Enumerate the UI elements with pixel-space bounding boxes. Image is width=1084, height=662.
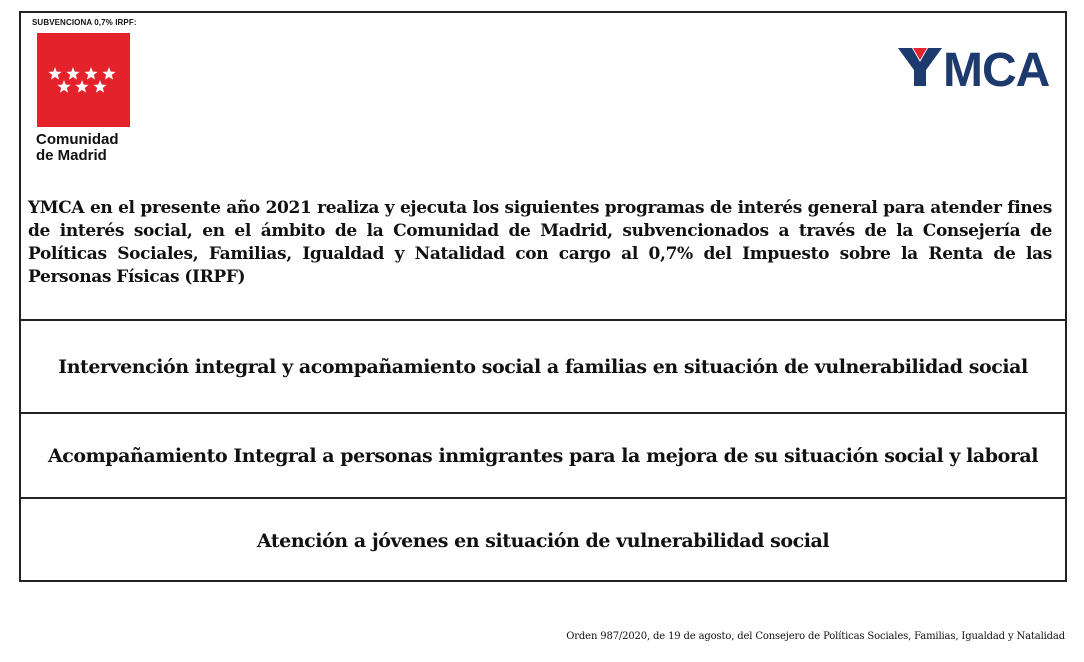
program-title: Intervención integral y acompañamiento social a familias en situación de vulnerabilidad social: [58, 355, 1028, 378]
document-frame: [19, 11, 1067, 582]
program-row: [21, 414, 1065, 499]
program-title: Acompañamiento Integral a personas inmigrantes para la mejora de su situación social y laboral: [47, 444, 1039, 467]
comunidad-de-madrid-logo-text: [36, 132, 119, 164]
svg-text:MCA: MCA: [943, 44, 1050, 90]
program-row: [21, 321, 1065, 414]
subsidy-label: SUBVENCIONA 0,7% IRPF:: [32, 18, 137, 27]
comunidad-logo-line1: Comunidad: [36, 131, 119, 148]
program-title: Atención a jóvenes en situación de vulnerabilidad social: [256, 529, 830, 552]
ymca-logo: [896, 40, 1058, 90]
comunidad-de-madrid-flag-icon: [37, 33, 130, 127]
program-row: [21, 499, 1065, 582]
header-section: [21, 13, 1065, 321]
footer-note: Orden 987/2020, de 19 de agosto, del Consejero de Políticas Sociales, Familias, Igualdad y Natalidad: [566, 631, 1065, 642]
intro-paragraph: YMCA en el presente año 2021 realiza y ejecuta los siguientes programas de interés general para atender fines de interés social, en el ámbito de la Comunidad de Madrid, subvencionados a través de la Consejería de Políticas Sociales, Familias, Igualdad y Natalidad con cargo al 0,7% del Impuesto sobre la Renta de las Personas Físicas (IRPF): [28, 198, 1052, 287]
comunidad-logo-line2: de Madrid: [36, 147, 107, 164]
